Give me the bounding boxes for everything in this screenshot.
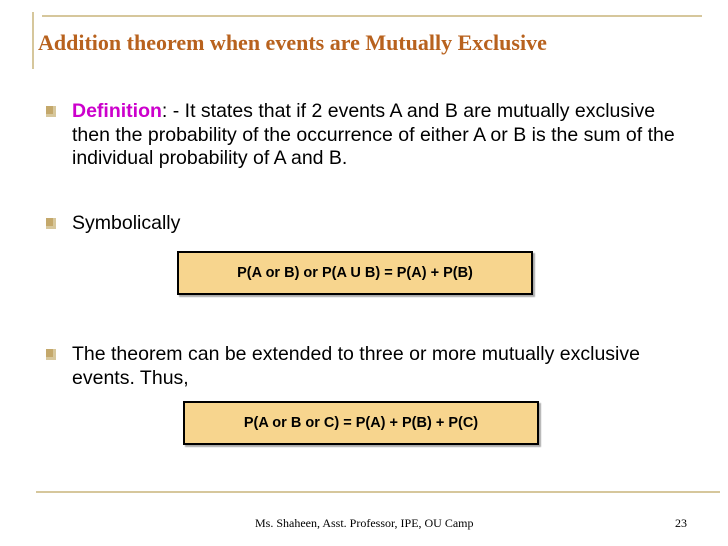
- bullet-icon: [46, 106, 56, 117]
- bullet-icon: [46, 349, 56, 360]
- footer-text: Ms. Shaheen, Asst. Professor, IPE, OU Camp: [255, 516, 474, 530]
- definition-text: : - It states that if 2 events A and B are mutually exclusive then the probability of the occurrence of either A or B is the sum of the individual probability of A and B.: [72, 100, 675, 169]
- bullet-symbolically: Symbolically: [72, 212, 181, 234]
- bullet-icon: [46, 218, 56, 229]
- left-accent-line: [32, 12, 34, 69]
- definition-label: Definition: [72, 100, 162, 122]
- formula-three-events: P(A or B or C) = P(A) + P(B) + P(C): [183, 401, 539, 445]
- formula-two-events: P(A or B) or P(A U B) = P(A) + P(B): [177, 251, 533, 295]
- page-number: 23: [675, 516, 687, 530]
- footer-divider: [36, 491, 720, 493]
- bullet-extension: The theorem can be extended to three or more mutually exclusive events. Thus,: [72, 343, 640, 389]
- bullet-definition: [72, 100, 692, 171]
- slide-title: Addition theorem when events are Mutually Exclusive: [38, 30, 547, 55]
- top-accent-line: [42, 15, 702, 17]
